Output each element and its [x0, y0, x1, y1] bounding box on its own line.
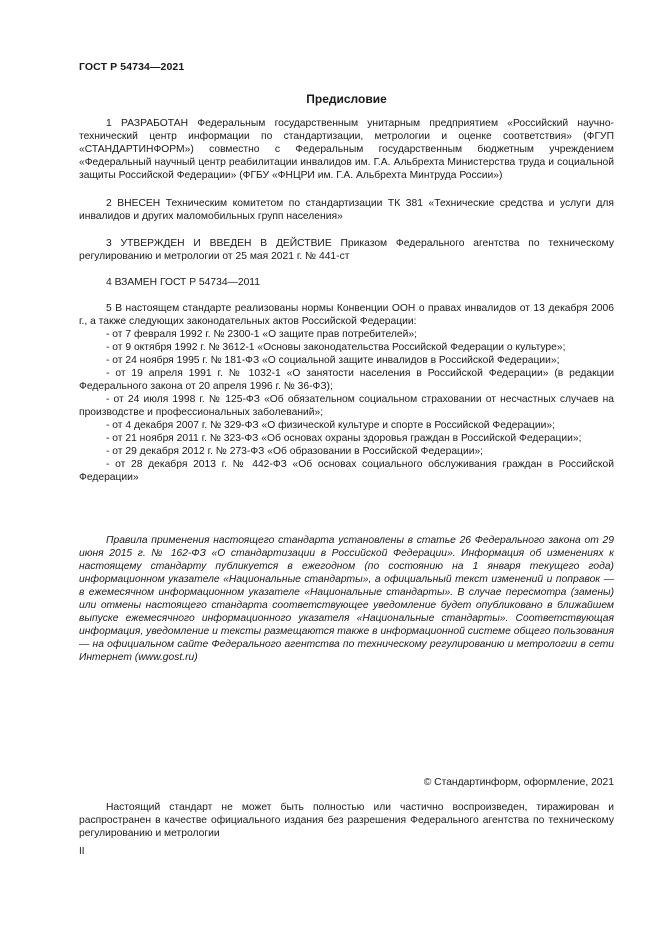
section-title: Предисловие — [306, 92, 387, 106]
paragraph-introduced-by — [79, 197, 614, 223]
list-item: - от 7 февраля 1992 г. № 2300-1 «О защите прав потребителей»; — [106, 329, 417, 340]
paragraph-legal-acts — [79, 302, 614, 484]
legal-acts-list — [79, 328, 614, 484]
paragraph-text: 5 В настоящем стандарте реализованы нормы Конвенции ООН о правах инвалидов от 13 декабря 2006 г., а также следующих законодательных актов Российской Федерации: — [79, 303, 614, 327]
paragraph-developed-by — [79, 117, 614, 182]
list-item: - от 21 ноября 2011 г. № 323-ФЗ «Об основах охраны здоровья граждан в Российской Федерации»; — [106, 433, 582, 444]
application-rules-notice — [79, 534, 614, 664]
list-item: - от 24 июля 1998 г. № 125-ФЗ «Об обязательном социальном страховании от несчастных случаев на производстве и профессиональных заболеваний»; — [79, 394, 614, 418]
list-item: - от 29 декабря 2012 г. № 273-ФЗ «Об образовании в Российской Федерации»; — [106, 446, 484, 457]
notice-text: Правила применения настоящего стандарта установлены в статье 26 Федерального закона от 29 июня 2015 г. № 162-ФЗ «О стандартизации в Российской Федерации». Информация об изменениях к настоящему стандарту публикуется в ежегодном (по состоянию на 1 января текущего года) информационном указателе «Национальные стандарты», а официальный текст изменений и поправок — в ежемесячном информационном указателе «Национальные стандарты». В случае пересмотра (замены) или отмены настоящего стандарта соответствующее уведомление будет опубликовано в ближайшем выпуске ежемесячного информационного указателя «Национальные стандарты». Соответствующая информация, уведомление и тексты размещаются также в информационной системе общего пользования — на официальном сайте Федерального агентства по техническому регулированию и метрологии в сети Интернет (www.gost.ru) — [79, 535, 614, 663]
reproduction-notice — [79, 801, 614, 840]
list-item: - от 19 апреля 1991 г. № 1032-1 «О занятости населения в Российской Федерации» (в редакции Федерального закона от 20 апреля 1996 г. № 36-ФЗ); — [79, 368, 614, 392]
paragraph-text: 4 ВЗАМЕН ГОСТ Р 54734—2011 — [106, 277, 260, 288]
paragraph-text: 1 РАЗРАБОТАН Федеральным государственным унитарным предприятием «Российский научно-технический центр информации по стандартизации, метрологии и оценке соответствия» (ФГУП «СТАНДАРТИНФОРМ») совместно с Федеральным государственным бюджетным учреждением «Федеральный научный центр реабилитации инвалидов им. Г.А. Альбрехта Министерства труда и социальной защиты Российской Федерации» (ФГБУ «ФНЦРИ им. Г.А. Альбрехта Минтруда России») — [79, 118, 614, 181]
standard-code: ГОСТ Р 54734—2021 — [79, 61, 185, 73]
paragraph-approved — [79, 237, 614, 263]
list-item: - от 28 декабря 2013 г. № 442-ФЗ «Об основах социального обслуживания граждан в Российской Федерации» — [79, 459, 614, 483]
list-item: - от 24 ноября 1995 г. № 181-ФЗ «О социальной защите инвалидов в Российской Федерации»; — [106, 355, 560, 366]
paragraph-text: 2 ВНЕСЕН Техническим комитетом по стандартизации ТК 381 «Технические средства и услуги для инвалидов и других маломобильных групп населения» — [79, 198, 614, 222]
page-number: II — [79, 846, 85, 857]
paragraph-replaces — [79, 276, 614, 289]
list-item: - от 4 декабря 2007 г. № 329-ФЗ «О физической культуре и спорте в Российской Федерации»; — [106, 420, 555, 431]
list-item: - от 9 октября 1992 г. № 3612-1 «Основы законодательства Российской Федерации о культуре»; — [106, 342, 566, 353]
reproduction-text: Настоящий стандарт не может быть полностью или частично воспроизведен, тиражирован и распространен в качестве официального издания без разрешения Федерального агентства по техническому регулированию и метрологии — [79, 802, 614, 839]
copyright-line: © Стандартинформ, оформление, 2021 — [423, 777, 614, 788]
paragraph-text: 3 УТВЕРЖДЕН И ВВЕДЕН В ДЕЙСТВИЕ Приказом Федерального агентства по техническому регулированию и метрологии от 25 мая 2021 г. № 441-ст — [79, 238, 614, 262]
